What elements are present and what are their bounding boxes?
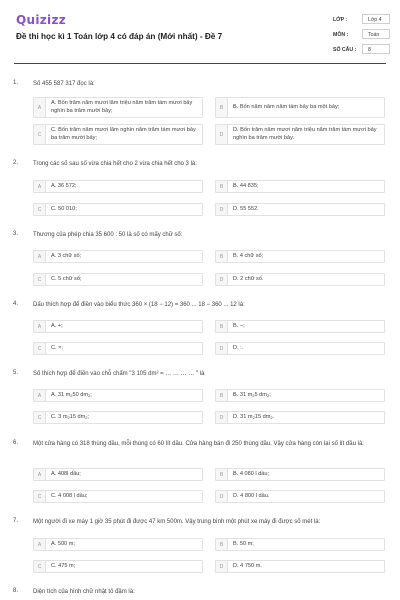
option-text: C. 5 chữ số; (51, 275, 82, 282)
option-text-part: B. 31 m (233, 391, 253, 398)
option-4-b[interactable] (215, 320, 385, 333)
question-number: 7. (13, 518, 19, 524)
quiz-header (0, 0, 400, 66)
option-letter: D (216, 343, 228, 354)
option-letter: B (216, 98, 228, 117)
option-7-d[interactable] (215, 560, 385, 573)
option-letter: C (34, 125, 46, 144)
option-7-b[interactable] (215, 538, 385, 551)
option-text: B. 50 m; (233, 540, 254, 547)
option-letter: D (216, 204, 228, 215)
question-text: Trong các số sau số vừa chia hết cho 2 vừa chia hết cho 3 là: (33, 161, 197, 167)
option-text: C. 50 010; (51, 205, 77, 212)
option-3-d[interactable] (215, 273, 385, 286)
option-4-a[interactable] (33, 320, 203, 333)
option-text: B. 4 080 l dầu; (233, 470, 270, 477)
option-6-d[interactable] (215, 490, 385, 503)
option-text: D. 4 750 m. (233, 562, 262, 569)
option-letter: C (34, 343, 46, 354)
option-text-part: C. 3 m (51, 413, 68, 420)
option-text: B. 4 chữ số; (233, 252, 264, 259)
meta-value-count: 8 (362, 44, 390, 54)
question-text: Thương của phép chia 35 600 : 50 là số có mấy chữ số: (33, 232, 183, 238)
meta-label-subject: MÔN : (333, 32, 349, 38)
option-text: D. Bốn trăm năm mươi năm triệu năm trăm tám mươi bảy nghìn ba trăm mười bảy. (233, 126, 377, 141)
option-text: A. Bốn trăm năm mươi lăm triệu năm trăm tám mươi bảy nghìn ba trăm mười bảy; (51, 99, 193, 114)
quizizz-logo: Quizizz (16, 13, 67, 27)
question-number: 1. (13, 80, 19, 86)
option-letter: A (34, 321, 46, 332)
option-1-a[interactable] (33, 97, 203, 118)
question-text: Một cửa hàng có 318 thùng dầu, mỗi thùng có 60 lít dầu. Cửa hàng bán đi 250 thùng dầu. Vậy cửa hàng còn lại số lít dầu là: (33, 441, 364, 447)
option-text: A. 3 chữ số; (51, 252, 82, 259)
question-number: 4. (13, 301, 19, 307)
option-letter: C (34, 491, 46, 502)
option-letter: C (34, 204, 46, 215)
question-text: Một người đi xe máy 1 giờ 35 phút đi được 47 km 500m. Vậy trung bình một phút xe máy đi được số mét là: (33, 519, 321, 525)
option-letter: A (34, 98, 46, 117)
option-text-part: D. 31 m (233, 413, 253, 420)
option-5-c[interactable] (33, 411, 203, 424)
option-text: C. 3 m 2 15 dm 2 ; (51, 413, 90, 420)
option-letter: B (216, 181, 228, 192)
page-title: Đề thi học kì 1 Toán lớp 4 có đáp án (Mới nhất) - Đề 7 (16, 32, 223, 41)
option-letter: A (34, 539, 46, 550)
option-6-c[interactable] (33, 490, 203, 503)
option-text: C. ×; (51, 344, 63, 351)
question-number: 3. (13, 231, 19, 237)
option-text-part: 15 dm (69, 413, 86, 420)
option-1-c[interactable] (33, 124, 203, 145)
option-7-c[interactable] (33, 560, 203, 573)
option-letter: A (34, 390, 46, 401)
question-number: 2. (13, 160, 19, 166)
option-text: B. 44 835; (233, 182, 259, 189)
option-2-d[interactable] (215, 203, 385, 216)
option-text: D. 31 m 2 15 dm 2 . (233, 413, 275, 420)
question-number: 8. (13, 588, 19, 594)
option-7-a[interactable] (33, 538, 203, 551)
option-letter: C (34, 274, 46, 285)
option-text-part: ; (87, 413, 90, 420)
option-text: B. Bốn năm năm năm tám bảy ba một bảy; (233, 103, 340, 110)
meta-label-count: SỐ CÂU : (333, 47, 357, 53)
option-letter: B (216, 469, 228, 480)
option-letter: A (34, 181, 46, 192)
question-text: Số thích hợp để điền vào chỗ chấm "3 105 dm² = … … … … " là (33, 371, 205, 377)
option-5-a[interactable] (33, 389, 203, 402)
option-text: C. 475 m; (51, 562, 76, 569)
option-2-b[interactable] (215, 180, 385, 193)
meta-value-grade: Lớp 4 (362, 14, 390, 24)
option-text-part: ; (269, 391, 271, 398)
option-letter: D (216, 274, 228, 285)
option-text: A. 408l dầu; (51, 470, 81, 477)
option-6-b[interactable] (215, 468, 385, 481)
option-letter: C (34, 561, 46, 572)
option-text: D. :. (233, 344, 244, 351)
option-text-part: 50 dm (72, 391, 89, 398)
option-text: D. 2 chữ số. (233, 275, 264, 282)
option-2-c[interactable] (33, 203, 203, 216)
option-5-b[interactable] (215, 389, 385, 402)
option-letter: D (216, 412, 228, 423)
option-2-a[interactable] (33, 180, 203, 193)
option-6-a[interactable] (33, 468, 203, 481)
option-letter: B (216, 251, 228, 262)
option-letter: C (34, 412, 46, 423)
option-4-d[interactable] (215, 342, 385, 355)
option-text-part: . (272, 413, 275, 420)
option-letter: B (216, 539, 228, 550)
option-3-b[interactable] (215, 250, 385, 263)
option-text: A. 31 m 2 50 dm 2 ; (51, 391, 92, 398)
option-text: A. 36 572; (51, 182, 77, 189)
option-5-d[interactable] (215, 411, 385, 424)
header-divider (14, 63, 386, 64)
option-text-part: 5 dm (254, 391, 267, 398)
question-text: Dấu thích hợp để điền vào biểu thức 360 × (18 − 12) = 360 ... 18 − 360 ... 12 là: (33, 302, 245, 308)
option-text: D. 4 800 l dầu. (233, 492, 270, 499)
option-1-d[interactable] (215, 124, 385, 145)
question-number: 5. (13, 370, 19, 376)
option-letter: D (216, 491, 228, 502)
option-letter: B (216, 390, 228, 401)
question-text: Diện tích của hình chữ nhật tô đậm là: (33, 589, 135, 595)
option-text: C. 4 008 l dầu; (51, 492, 88, 499)
option-letter: A (34, 469, 46, 480)
question-number: 6. (13, 440, 19, 446)
option-text: B. −; (233, 322, 245, 329)
option-text: B. 31 m 2 5 dm 2 ; (233, 391, 271, 398)
option-letter: D (216, 561, 228, 572)
option-text: A. +; (51, 322, 63, 329)
option-letter: B (216, 321, 228, 332)
option-text-part: A. 31 m (51, 391, 71, 398)
option-4-c[interactable] (33, 342, 203, 355)
option-text-part: ; (90, 391, 92, 398)
option-letter: A (34, 251, 46, 262)
meta-value-subject: Toán (362, 29, 390, 39)
meta-label-grade: LỚP : (333, 17, 348, 23)
question-text: Số 455 587 317 đọc là: (33, 81, 95, 87)
option-letter: D (216, 125, 228, 144)
option-text-part: 15 dm (254, 413, 271, 420)
option-text: A. 500 m; (51, 540, 75, 547)
option-text: C. Bốn trăm năm mươi lăm nghìn năm trăm tám mươi bảy ba trăm mười bảy; (51, 126, 196, 141)
option-text: D. 55 552. (233, 205, 259, 212)
option-3-a[interactable] (33, 250, 203, 263)
option-3-c[interactable] (33, 273, 203, 286)
option-1-b[interactable] (215, 97, 385, 118)
